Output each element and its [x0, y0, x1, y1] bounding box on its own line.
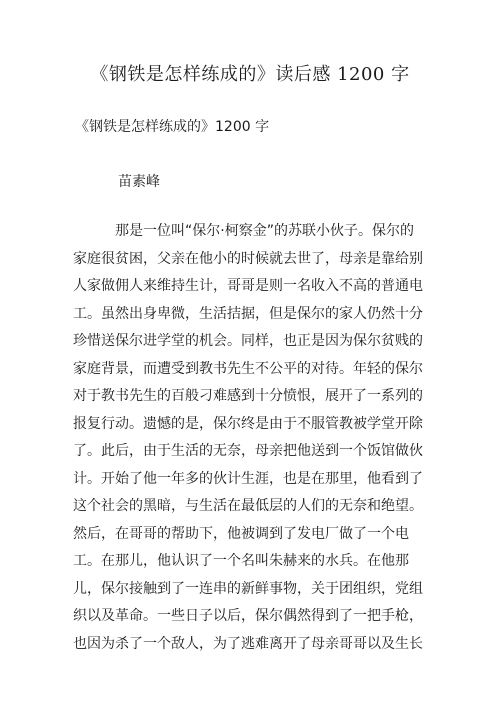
body-line: 织以及革命。一些日子以后，保尔偶然得到了一把手枪， — [73, 608, 423, 624]
body-line: 家庭背景，而遭受到教书先生不公平的对待。年轻的保尔 — [73, 360, 423, 377]
body-paragraph — [73, 218, 423, 658]
author-name: 苗素峰 — [118, 174, 160, 190]
body-line: 这个社会的黑暗，与生活在最低层的人们的无奈和绝望。 — [73, 498, 423, 514]
body-line: 工。虽然出身卑微，生活拮据，但是保尔的家人仍然十分 — [73, 305, 423, 322]
body-line: 计。开始了他一年多的伙计生涯，也是在那里，他看到了 — [73, 470, 423, 487]
body-line: 珍惜送保尔进学堂的机会。同样，也正是因为保尔贫贱的 — [73, 333, 423, 349]
body-line: 对于教书先生的百般刁难感到十分愤恨，展开了一系列的 — [73, 388, 423, 404]
body-line: 工。在那儿，他认识了一个名叫朱赫来的水兵。在他那 — [73, 553, 409, 569]
body-line: 然后，在哥哥的帮助下，他被调到了发电厂做了一个电 — [73, 525, 409, 542]
body-line: 了。此后，由于生活的无奈，母亲把他送到一个饭馆做伙 — [73, 443, 423, 459]
document-title: 《钢铁是怎样练成的》读后感 1200 字 — [90, 64, 410, 85]
document-subtitle: 《钢铁是怎样练成的》1200 字 — [75, 119, 270, 135]
body-line: 家庭很贫困，父亲在他小的时候就去世了，母亲是靠给别 — [73, 250, 423, 267]
body-line: 儿，保尔接触到了一连串的新鲜事物，关于团组织，党组 — [73, 580, 423, 597]
body-line: 报复行动。遗憾的是，保尔终是由于不服管教被学堂开除 — [73, 415, 423, 432]
body-line: 人家做佣人来维持生计，哥哥是则一名收入不高的普通电 — [73, 278, 423, 294]
body-line: 也因为杀了一个敌人，为了逃难离开了母亲哥哥以及生长 — [73, 635, 423, 652]
body-line: 那是一位叫“保尔·柯察金”的苏联小伙子。保尔的 — [115, 223, 414, 239]
